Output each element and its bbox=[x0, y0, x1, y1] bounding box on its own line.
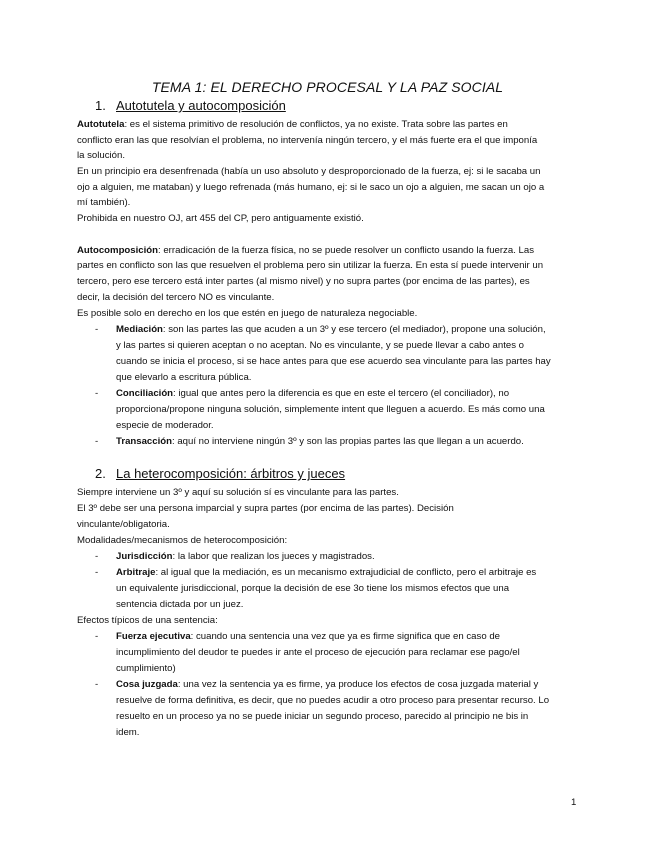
autocomposicion-line-4: decir, la decisión del tercero NO es vinculante. bbox=[77, 292, 275, 303]
efectos-label: Efectos típicos de una sentencia: bbox=[77, 615, 218, 626]
cosa-juzgada-line-3: resuelto en un proceso ya no se puede iniciar un segundo proceso, parecido al principio ne bis in bbox=[116, 711, 529, 722]
conciliacion-term: Conciliación bbox=[116, 388, 174, 399]
hetero-line-2: El 3º debe ser una persona imparcial y supra partes (por encima de las partes). Decisión bbox=[77, 503, 454, 514]
autotutela-line-2: conflicto eran las que resolvían el problema, no intervenía ningún tercero, y el más fuerte era el que imponía bbox=[77, 135, 538, 146]
fuerza-ejecutiva-line-2: incumplimiento del deudor te puedes ir ante el proceso de ejecución para reclamar ese pago/el bbox=[116, 647, 520, 658]
cosa-juzgada-term: Cosa juzgada bbox=[116, 679, 178, 690]
bullet-jurisdiccion: - bbox=[95, 551, 99, 562]
section-2-title: La heterocomposición: árbitros y jueces bbox=[116, 466, 346, 481]
jurisdiccion-term: Jurisdicción bbox=[116, 551, 173, 562]
hetero-line-4: Modalidades/mecanismos de heterocomposición: bbox=[77, 535, 288, 546]
hetero-line-3: vinculante/obligatoria. bbox=[77, 519, 170, 530]
bullet-transaccion: - bbox=[95, 436, 99, 447]
mediacion-line-2: y las partes si quieren aceptan o no aceptan. No es vinculante, y se puede llevar a cabo antes o bbox=[116, 340, 524, 351]
page-number: 1 bbox=[571, 797, 577, 808]
arbitraje-term: Arbitraje bbox=[116, 567, 156, 578]
conciliacion-line-1: Conciliación: igual que antes pero la diferencia es que en este el tercero (el conciliador), no bbox=[116, 388, 510, 399]
jurisdiccion-line-1: Jurisdicción: la labor que realizan los jueces y magistrados. bbox=[116, 551, 375, 562]
section-2-heading bbox=[95, 466, 345, 481]
bullet-conciliacion: - bbox=[95, 388, 99, 399]
mediacion-line-3: cuando se inicia el proceso, si se hace antes para que ese acuerdo sea vinculante para las partes hay bbox=[116, 356, 551, 367]
conciliacion-line-3: especie de moderador. bbox=[116, 420, 214, 431]
autocomposicion-line-3: tercero, pero ese tercero está inter partes (al mismo nivel) y no supra partes (por encima de las partes), es bbox=[77, 276, 530, 287]
autotutela-line-3: la solución. bbox=[77, 150, 125, 161]
principio-line-1: En un principio era desenfrenada (había un uso absoluto y desproporcionado de la fuerza, ej: si le sacaba un bbox=[77, 166, 541, 177]
transaccion-line-1: Transacción: aquí no interviene ningún 3º y son las propias partes las que llegan a un acuerdo. bbox=[116, 436, 524, 447]
principio-line-3: mí también). bbox=[77, 197, 131, 208]
bullet-cosa-juzgada: - bbox=[95, 679, 99, 690]
bullet-arbitraje: - bbox=[95, 567, 99, 578]
principio-line-2: ojo a alguien, me mataban) y luego refrenada (más humano, ej: si le saco un ojo a alguien, me sacan un ojo a bbox=[77, 182, 545, 193]
autotutela-term: Autotutela bbox=[77, 119, 125, 130]
posible-line: Es posible solo en derecho en los que estén en juego de naturaleza negociable. bbox=[77, 308, 418, 319]
arbitraje-line-2: un equivalente jurisdiccional, porque la decisión de ese 3o tiene los mismos efectos que una bbox=[116, 583, 510, 594]
prohibida-line: Prohibida en nuestro OJ, art 455 del CP, pero antiguamente existió. bbox=[77, 213, 364, 224]
document-title: TEMA 1: EL DERECHO PROCESAL Y LA PAZ SOCIAL bbox=[151, 79, 504, 95]
bullet-mediacion: - bbox=[95, 324, 99, 335]
cosa-juzgada-line-2: resuelve de forma definitiva, es decir, que no puedes acudir a otro proceso para presentar recurso. Lo bbox=[116, 695, 550, 706]
arbitraje-line-3: sentencia dictada por un juez. bbox=[116, 599, 244, 610]
arbitraje-line-1: Arbitraje: al igual que la mediación, es un mecanismo extrajudicial de conflicto, pero el arbitraje es bbox=[116, 567, 537, 578]
bullet-fuerza-ejecutiva: - bbox=[95, 631, 99, 642]
autocomposicion-line-1: Autocomposición: erradicación de la fuerza física, no se puede resolver un conflicto usando la fuerza. Las bbox=[77, 245, 534, 256]
section-1-title: Autotutela y autocomposición bbox=[116, 98, 286, 113]
section-1-heading bbox=[95, 98, 286, 113]
autocomposicion-line-2: partes en conflicto son las que resuelven el problema pero sin utilizar la fuerza. En esta sí puede intervenir un bbox=[77, 260, 544, 271]
hetero-line-1: Siempre interviene un 3º y aquí su solución sí es vinculante para las partes. bbox=[77, 487, 399, 498]
mediacion-line-1: Mediación: son las partes las que acuden a un 3º y ese tercero (el mediador), propone una solución, bbox=[116, 324, 546, 335]
fuerza-ejecutiva-line-1: Fuerza ejecutiva: cuando una sentencia una vez que ya es firme significa que en caso de bbox=[116, 631, 500, 642]
conciliacion-line-2: proporciona/propone ninguna solución, simplemente intent que lleguen a acuerdo. Es más como una bbox=[116, 404, 545, 415]
cosa-juzgada-line-4: idem. bbox=[116, 727, 140, 738]
cosa-juzgada-line-1: Cosa juzgada: una vez la sentencia ya es firme, ya produce los efectos de cosa juzgada material y bbox=[116, 679, 539, 690]
transaccion-term: Transacción bbox=[116, 436, 172, 447]
section-2-number: 2. bbox=[95, 466, 106, 481]
autotutela-line-1: Autotutela: es el sistema primitivo de resolución de conflictos, ya no existe. Trata sobre las partes en bbox=[77, 119, 508, 130]
mediacion-term: Mediación bbox=[116, 324, 163, 335]
fuerza-ejecutiva-line-3: cumplimiento) bbox=[116, 663, 176, 674]
mediacion-line-4: que elevarlo a escritura pública. bbox=[116, 372, 252, 383]
autocomposicion-term: Autocomposición bbox=[77, 245, 159, 256]
fuerza-ejecutiva-term: Fuerza ejecutiva bbox=[116, 631, 191, 642]
section-1-number: 1. bbox=[95, 98, 106, 113]
